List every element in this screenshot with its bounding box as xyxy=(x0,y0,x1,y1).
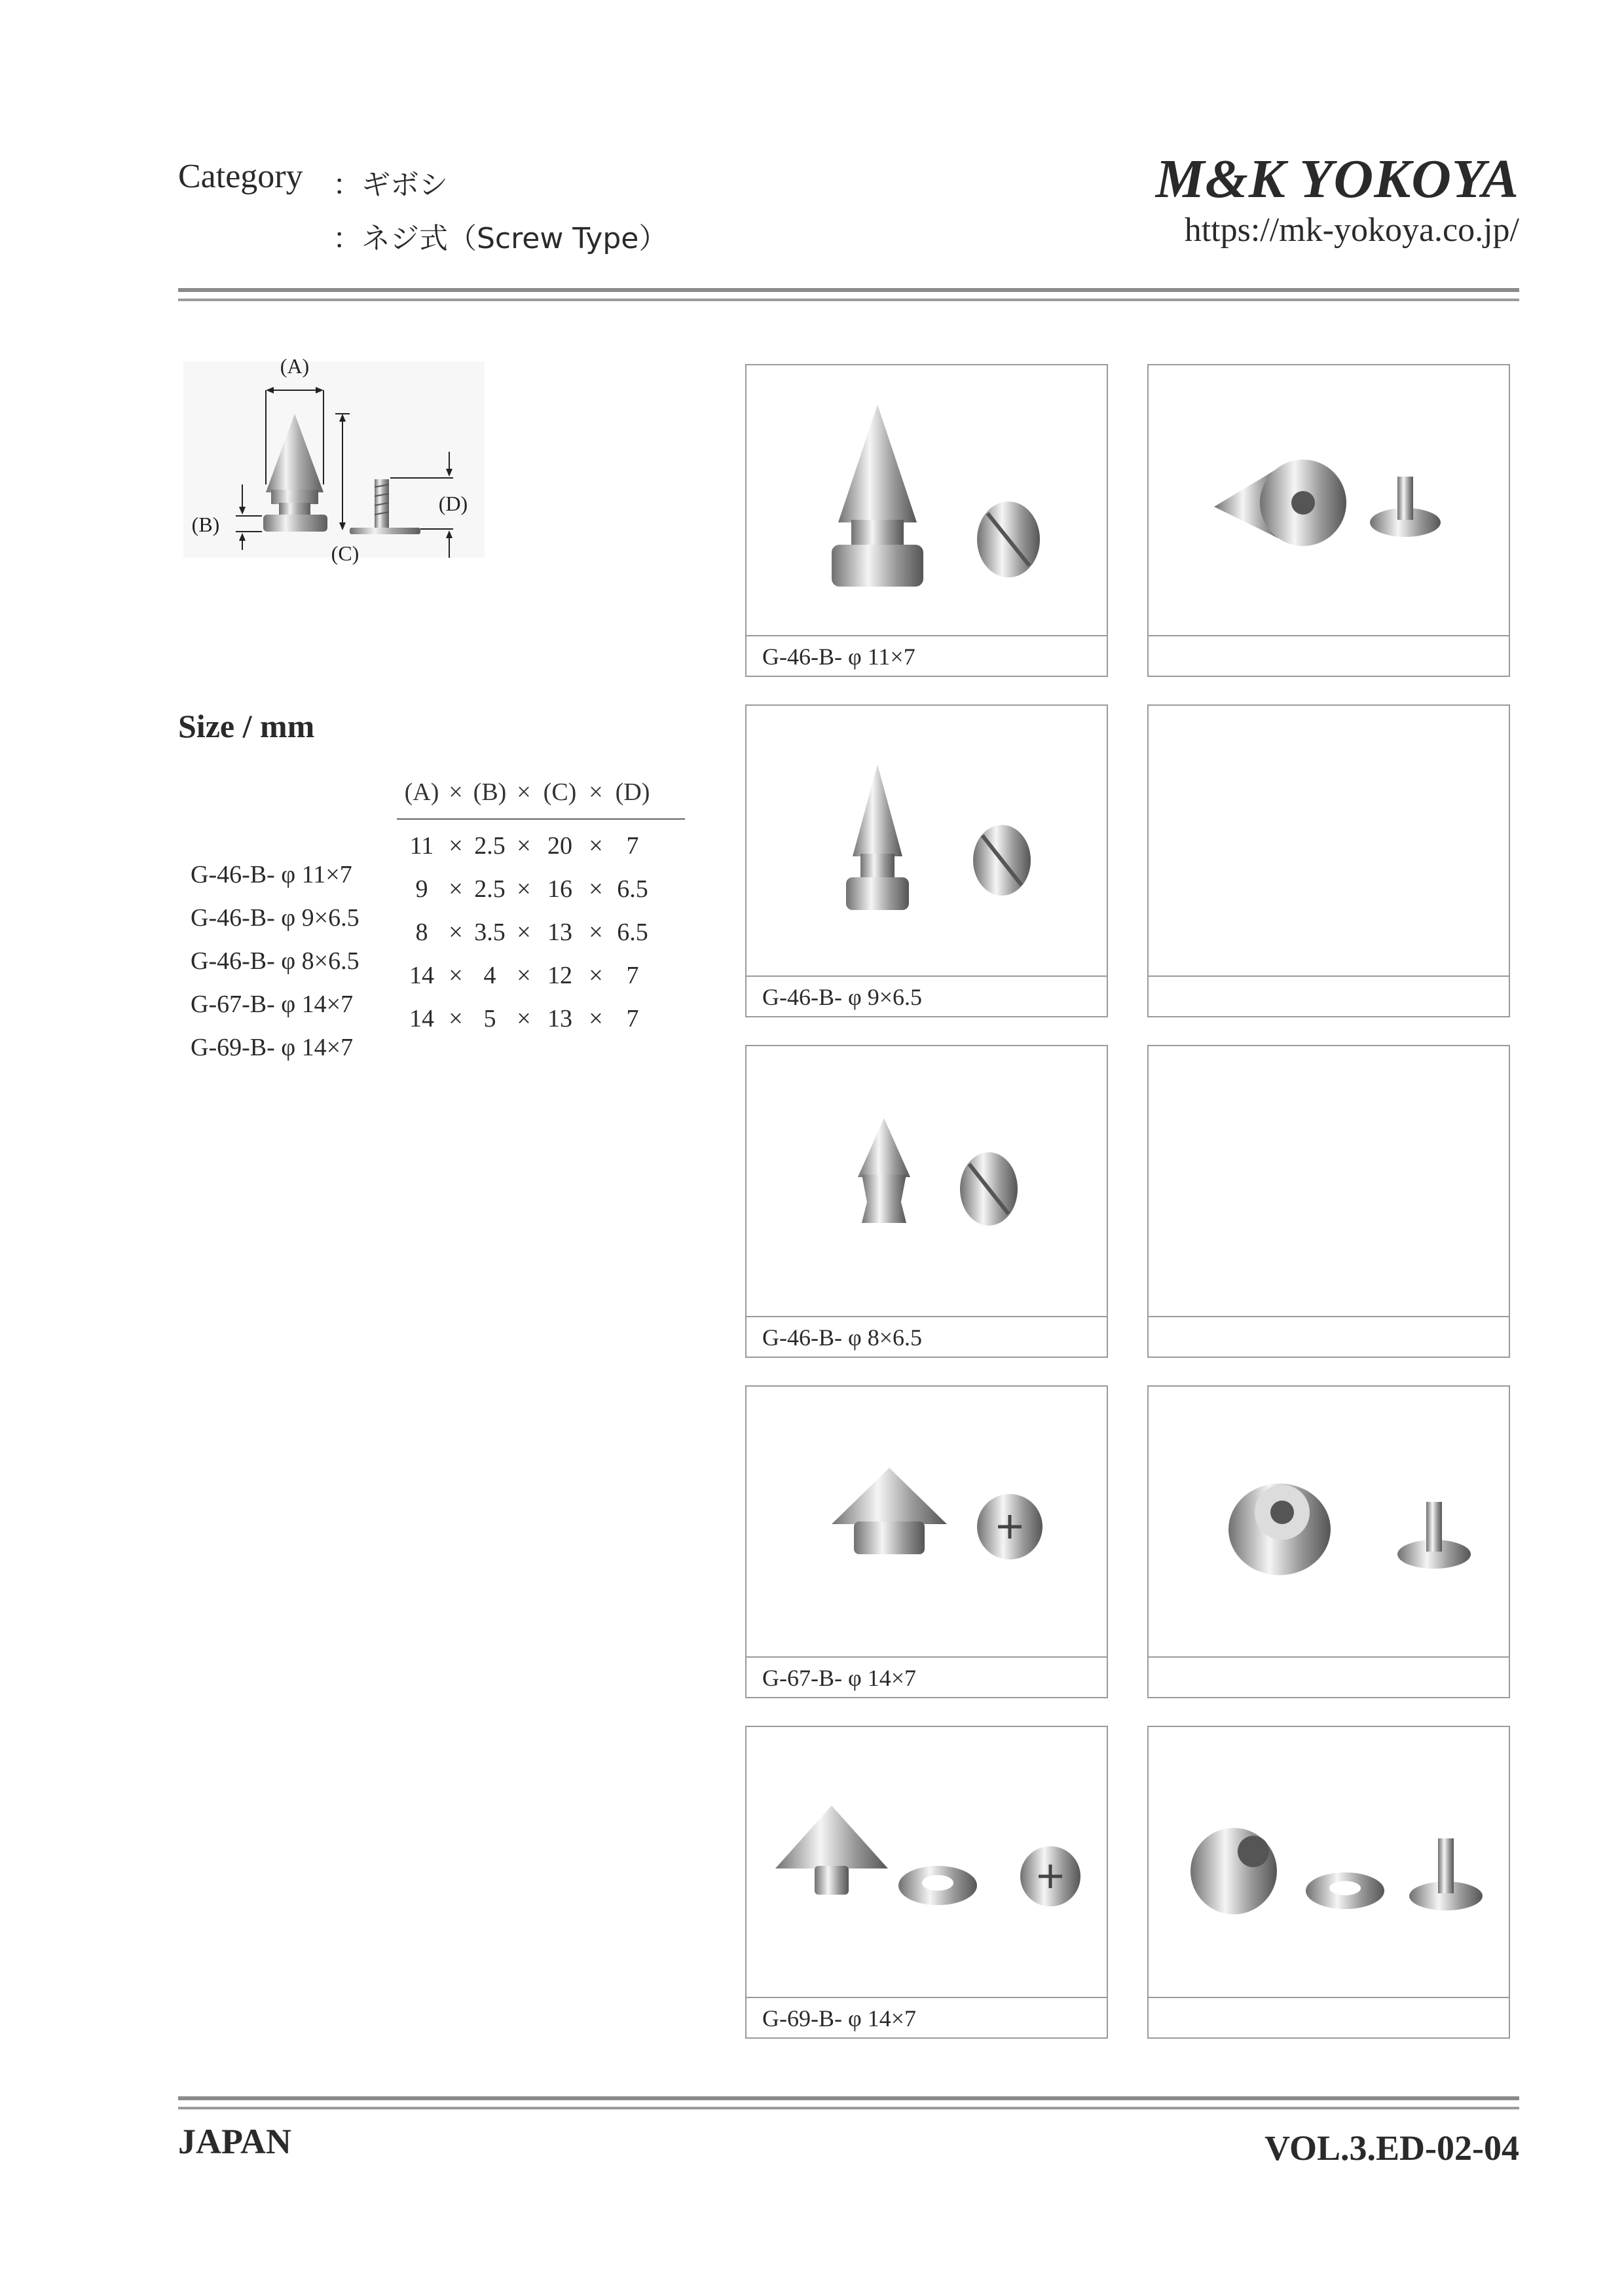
col-header-c: (C) xyxy=(543,778,577,806)
category-label: Category xyxy=(178,158,303,195)
dim-c: 12 xyxy=(547,962,572,989)
product-card-g46-8x6-5 xyxy=(745,1045,1108,1358)
brand-logo: M&K YOKOYA xyxy=(1155,149,1519,210)
times-sign: × xyxy=(449,919,463,946)
product-card-empty xyxy=(1147,1045,1510,1358)
product-photo xyxy=(1149,1387,1509,1655)
spec-header-rule xyxy=(397,818,685,820)
col-header-b: (B) xyxy=(473,778,507,806)
product-photo xyxy=(747,706,1107,974)
times-sign: × xyxy=(449,962,463,989)
dim-b: 2.5 xyxy=(474,875,506,903)
product-card-g46-11x7-alt xyxy=(1147,364,1510,677)
product-caption: G-46-B- φ 11×7 xyxy=(747,635,1107,676)
product-photo xyxy=(1149,365,1509,634)
product-card-g69-14x7 xyxy=(745,1726,1108,2039)
times-sign: × xyxy=(589,875,603,903)
product-caption-empty xyxy=(1149,635,1509,676)
dim-d: 6.5 xyxy=(617,919,648,946)
model-name: G-46-B- φ 8×6.5 xyxy=(191,947,360,975)
diagram-label-d: (D) xyxy=(438,492,468,515)
dim-c: 13 xyxy=(547,1005,572,1032)
product-card-g46-9x6-5 xyxy=(745,704,1108,1017)
col-header-times: × xyxy=(449,778,463,806)
diagram-label-a: (A) xyxy=(280,354,310,378)
dim-a: 11 xyxy=(409,832,434,860)
product-photo xyxy=(747,1046,1107,1315)
footer-rule-bottom xyxy=(178,2107,1519,2109)
dim-d: 7 xyxy=(626,962,639,989)
product-caption-empty xyxy=(1149,1656,1509,1697)
product-photo xyxy=(747,365,1107,634)
times-sign: × xyxy=(517,919,531,946)
spike-base-shape xyxy=(263,515,327,532)
times-sign: × xyxy=(589,919,603,946)
dim-a: 14 xyxy=(409,962,434,989)
screw-head-shape xyxy=(350,528,420,534)
product-card-g67-14x7 xyxy=(745,1385,1108,1698)
dim-b: 3.5 xyxy=(474,919,506,946)
spec-column-header xyxy=(401,778,689,811)
times-sign: × xyxy=(589,832,603,860)
dim-c: 16 xyxy=(547,875,572,903)
times-sign: × xyxy=(517,962,531,989)
product-caption: G-69-B- φ 14×7 xyxy=(747,1997,1107,2037)
size-section-title: Size / mm xyxy=(178,708,315,744)
product-caption-empty xyxy=(1149,1316,1509,1357)
times-sign: × xyxy=(589,962,603,989)
dim-b: 2.5 xyxy=(474,832,506,860)
times-sign: × xyxy=(449,832,463,860)
dim-a: 8 xyxy=(415,919,428,946)
model-name: G-69-B- φ 14×7 xyxy=(191,1034,354,1061)
product-photo xyxy=(747,1727,1107,1995)
product-card-g46-11x7 xyxy=(745,364,1108,677)
footer-edition: VOL.3.ED-02-04 xyxy=(1264,2128,1519,2168)
category-value-2: ：ネジ式（Screw Type） xyxy=(333,222,668,255)
diagram-label-c: (C) xyxy=(331,541,360,565)
dimension-diagram xyxy=(178,354,492,576)
dim-d: 7 xyxy=(626,832,639,860)
website-url[interactable]: https://mk-yokoya.co.jp/ xyxy=(1184,211,1519,249)
header-rule-bottom xyxy=(178,299,1519,301)
times-sign: × xyxy=(449,1005,463,1032)
dim-b: 4 xyxy=(483,962,496,989)
category-value-1: ：ギボシ xyxy=(333,168,448,202)
product-card-g67-14x7-alt xyxy=(1147,1385,1510,1698)
product-caption: G-67-B- φ 14×7 xyxy=(747,1656,1107,1697)
dim-c: 20 xyxy=(547,832,572,860)
footer-country: JAPAN xyxy=(178,2122,291,2161)
product-caption: G-46-B- φ 9×6.5 xyxy=(747,975,1107,1016)
times-sign: × xyxy=(517,875,531,903)
footer-rule-top xyxy=(178,2096,1519,2100)
model-name: G-46-B- φ 9×6.5 xyxy=(191,904,360,932)
dim-d: 7 xyxy=(626,1005,639,1032)
col-header-times: × xyxy=(589,778,603,806)
product-card-g69-14x7-alt xyxy=(1147,1726,1510,2039)
product-caption-empty xyxy=(1149,1997,1509,2037)
times-sign: × xyxy=(517,1005,531,1032)
product-card-empty xyxy=(1147,704,1510,1017)
col-header-times: × xyxy=(517,778,531,806)
times-sign: × xyxy=(589,1005,603,1032)
model-name: G-67-B- φ 14×7 xyxy=(191,991,354,1018)
dim-a: 14 xyxy=(409,1005,434,1032)
diagram-label-b: (B) xyxy=(191,513,220,536)
times-sign: × xyxy=(517,832,531,860)
product-photo xyxy=(1149,1727,1509,1995)
product-caption: G-46-B- φ 8×6.5 xyxy=(747,1316,1107,1357)
col-header-a: (A) xyxy=(404,778,439,806)
table-row xyxy=(178,1004,639,1264)
product-photo xyxy=(747,1387,1107,1655)
dim-d: 6.5 xyxy=(617,875,648,903)
product-caption-empty xyxy=(1149,975,1509,1016)
col-header-d: (D) xyxy=(615,778,650,806)
model-name: G-46-B- φ 11×7 xyxy=(191,861,352,888)
dim-b: 5 xyxy=(483,1005,496,1032)
dim-a: 9 xyxy=(415,875,428,903)
dim-c: 13 xyxy=(547,919,572,946)
header-rule-top xyxy=(178,288,1519,292)
times-sign: × xyxy=(449,875,463,903)
